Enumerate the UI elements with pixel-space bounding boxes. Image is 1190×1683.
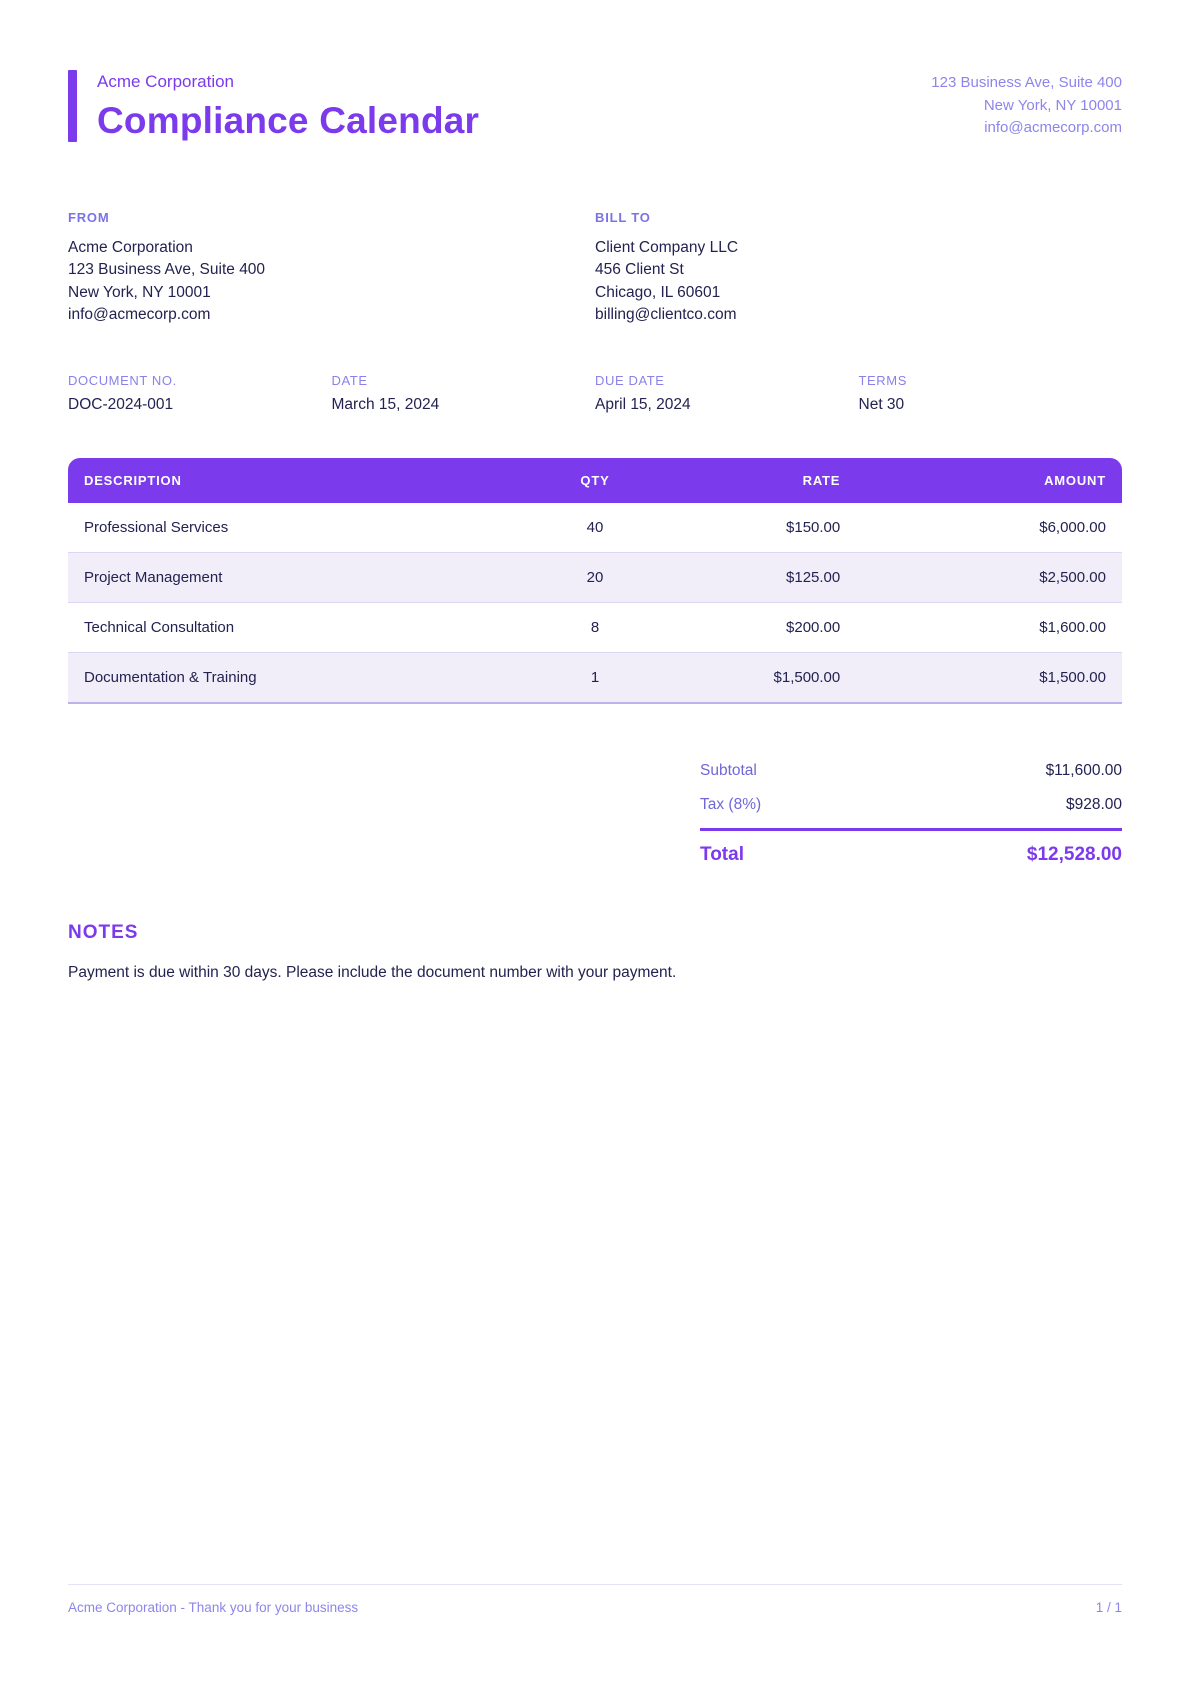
cell-qty: 40 [586, 518, 604, 536]
company-address-line: 123 Business Ave, Suite 400 [931, 74, 1122, 91]
header-rate: RATE [802, 472, 841, 488]
cell-rate: $125.00 [786, 568, 841, 586]
table-row [68, 553, 1122, 603]
document-header [68, 70, 1122, 142]
from-city: New York, NY 10001 [68, 283, 211, 301]
meta-value: Net 30 [858, 395, 905, 413]
cell-description: Project Management [84, 568, 223, 586]
bill-to-name: Client Company LLC [595, 239, 739, 256]
total-label: Total [700, 843, 744, 865]
bill-to-city: Chicago, IL 60601 [595, 283, 721, 301]
from-block [68, 210, 595, 327]
notes-heading: NOTES [68, 921, 139, 943]
cell-qty: 8 [590, 618, 600, 636]
table-row [68, 653, 1122, 704]
cell-amount: $1,600.00 [1039, 618, 1106, 636]
bill-to-details [595, 237, 1122, 327]
meta-value: DOC-2024-001 [68, 395, 174, 413]
meta-field-terms [859, 373, 1123, 414]
bill-to-email: billing@clientco.com [595, 306, 737, 324]
total-row [700, 831, 1122, 866]
cell-rate: $150.00 [786, 518, 841, 536]
cell-amount: $6,000.00 [1039, 518, 1106, 536]
subtotal-row [700, 754, 1122, 788]
header-amount: AMOUNT [1044, 472, 1106, 488]
cell-rate: $1,500.00 [773, 668, 841, 686]
table-row [68, 503, 1122, 553]
bill-to-street: 456 Client St [595, 261, 684, 279]
document-title: Compliance Calendar [97, 100, 480, 141]
cell-amount: $2,500.00 [1039, 568, 1106, 586]
meta-label: DATE [331, 372, 368, 388]
meta-field-document-no [68, 373, 332, 414]
brand-text [97, 70, 479, 142]
table-row [68, 603, 1122, 653]
tax-value: $928.00 [1065, 795, 1122, 813]
cell-description: Technical Consultation [84, 618, 235, 636]
company-name: Acme Corporation [97, 72, 235, 91]
meta-section [68, 373, 1122, 414]
table-header-row [68, 458, 1122, 503]
notes-text: Payment is due within 30 days. Please include the document number with your payment. [68, 963, 677, 981]
cell-qty: 20 [586, 568, 604, 586]
header-qty: QTY [580, 472, 610, 488]
from-email: info@acmecorp.com [68, 306, 211, 324]
meta-label: DUE DATE [595, 372, 665, 388]
cell-rate: $200.00 [786, 618, 841, 636]
meta-value: March 15, 2024 [331, 395, 440, 413]
totals-section [700, 754, 1122, 866]
from-name: Acme Corporation [68, 239, 193, 256]
meta-value: April 15, 2024 [595, 395, 691, 413]
line-items-table [68, 458, 1122, 704]
from-details [68, 237, 595, 327]
tax-label: Tax (8%) [700, 795, 762, 813]
meta-field-date [332, 373, 596, 414]
from-label: FROM [68, 210, 110, 225]
company-address-line: New York, NY 10001 [983, 96, 1122, 114]
brand-block [68, 70, 479, 142]
footer-text: Acme Corporation - Thank you for your business [68, 1600, 359, 1615]
notes-section [68, 922, 1122, 982]
meta-label: DOCUMENT NO. [68, 372, 177, 388]
cell-amount: $1,500.00 [1039, 668, 1106, 686]
subtotal-value: $11,600.00 [1045, 761, 1122, 779]
cell-description: Documentation & Training [84, 668, 257, 686]
document-footer [68, 1584, 1122, 1615]
total-value: $12,528.00 [1026, 843, 1122, 865]
page-indicator: 1 / 1 [1095, 1600, 1122, 1615]
bill-to-label: BILL TO [595, 210, 651, 225]
company-address-line: info@acmecorp.com [984, 119, 1122, 136]
meta-label: TERMS [858, 372, 907, 388]
meta-field-due-date [595, 373, 859, 414]
bill-to-block [595, 210, 1122, 327]
subtotal-label: Subtotal [700, 761, 757, 779]
parties-section [68, 210, 1122, 327]
cell-description: Professional Services [84, 518, 229, 536]
cell-qty: 1 [590, 668, 600, 686]
from-street: 123 Business Ave, Suite 400 [68, 261, 266, 279]
accent-bar [68, 70, 77, 142]
header-description: DESCRIPTION [84, 472, 182, 488]
company-address [931, 70, 1122, 140]
tax-row [700, 788, 1122, 822]
